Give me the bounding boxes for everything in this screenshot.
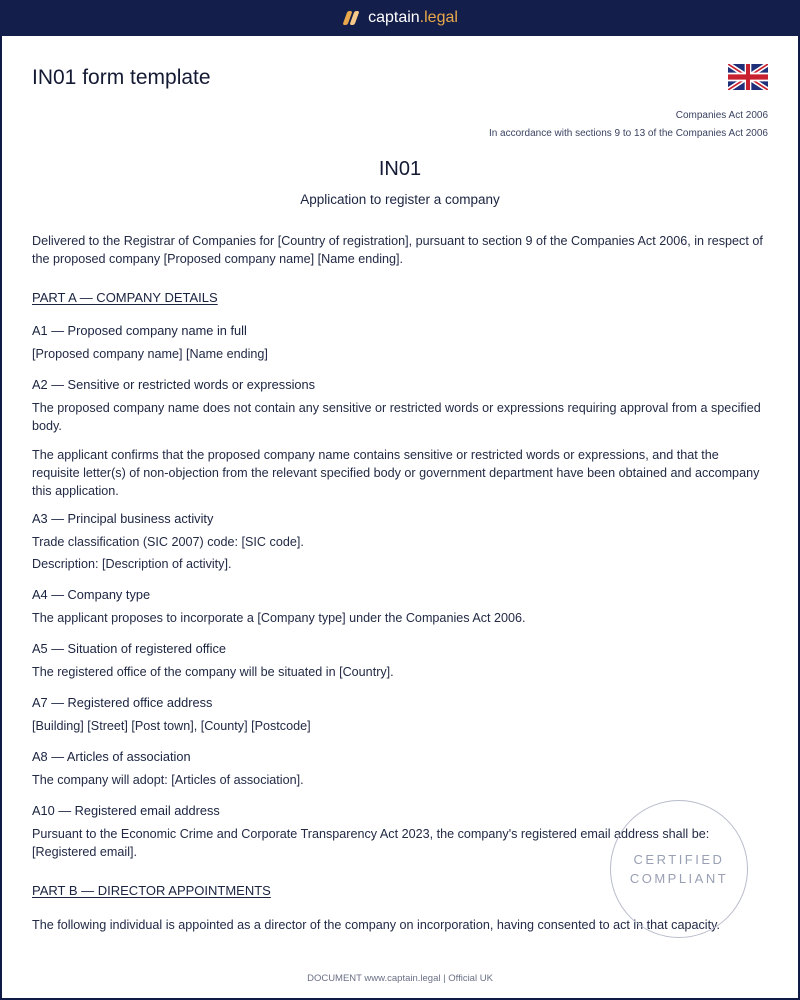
a2-heading: A2 — Sensitive or restricted words or expressions xyxy=(32,377,316,392)
a7-heading: A7 — Registered office address xyxy=(32,695,213,710)
brand-name: captain.legal xyxy=(368,9,458,26)
page-footer: DOCUMENT www.captain.legal | Official UK xyxy=(307,973,493,984)
stamp-line-1: CERTIFIED xyxy=(633,852,725,867)
brand[interactable] xyxy=(342,9,458,27)
a1-text: [Proposed company name] [Name ending] xyxy=(32,347,268,361)
a8-text: The company will adopt: [Articles of association]. xyxy=(32,773,304,787)
a3-text-1: Trade classification (SIC 2007) code: [SIC code]. xyxy=(32,535,304,549)
part-a-heading: PART A — COMPANY DETAILS xyxy=(32,290,218,305)
a5-text: The registered office of the company will be situated in [Country]. xyxy=(32,665,394,679)
meta-sections: In accordance with sections 9 to 13 of the Companies Act 2006 xyxy=(488,128,768,139)
a2-text-1: The proposed company name does not contain any sensitive or restricted words or expressions requiring approval from a specified body. xyxy=(32,401,761,433)
uk-flag-icon xyxy=(728,64,768,90)
a8-heading: A8 — Articles of association xyxy=(32,749,191,764)
stamp-line-2: COMPLIANT xyxy=(629,871,729,886)
a4-text: The applicant proposes to incorporate a [Company type] under the Companies Act 2006. xyxy=(32,611,526,625)
certified-compliant-stamp xyxy=(610,800,748,938)
document-page xyxy=(2,36,798,998)
a2-text-2: The applicant confirms that the proposed company name contains sensitive or restricted words or expressions, and that the requisite letter(s) of non-objection from the relevant specified body or government department have been obtained and accompany this application. xyxy=(32,448,760,498)
a3-heading: A3 — Principal business activity xyxy=(32,511,214,526)
part-b-text: The following individual is appointed as a director of the company on incorporation, having consented to act in that capacity. xyxy=(32,918,720,932)
a10-heading: A10 — Registered email address xyxy=(32,803,220,818)
meta-act: Companies Act 2006 xyxy=(675,110,768,121)
a5-heading: A5 — Situation of registered office xyxy=(32,641,226,656)
top-bar xyxy=(0,0,800,36)
form-code: IN01 xyxy=(378,158,422,180)
a7-text: [Building] [Street] [Post town], [County] [Postcode] xyxy=(32,719,311,733)
page-title: IN01 form template xyxy=(32,66,211,89)
captain-legal-logo-icon xyxy=(342,10,360,26)
a10-text: Pursuant to the Economic Crime and Corporate Transparency Act 2023, the company's registered email address shall be: [Registered email]. xyxy=(32,827,710,859)
part-b-heading: PART B — DIRECTOR APPOINTMENTS xyxy=(32,883,271,898)
a3-text-2: Description: [Description of activity]. xyxy=(32,557,232,571)
a4-heading: A4 — Company type xyxy=(32,587,151,602)
form-subtitle: Application to register a company xyxy=(300,192,500,207)
a1-heading: A1 — Proposed company name in full xyxy=(32,323,247,338)
intro-paragraph: Delivered to the Registrar of Companies for [Country of registration], pursuant to section 9 of the Companies Act 2006, in respect of the proposed company [Proposed company name] [Name ending]. xyxy=(32,234,763,266)
